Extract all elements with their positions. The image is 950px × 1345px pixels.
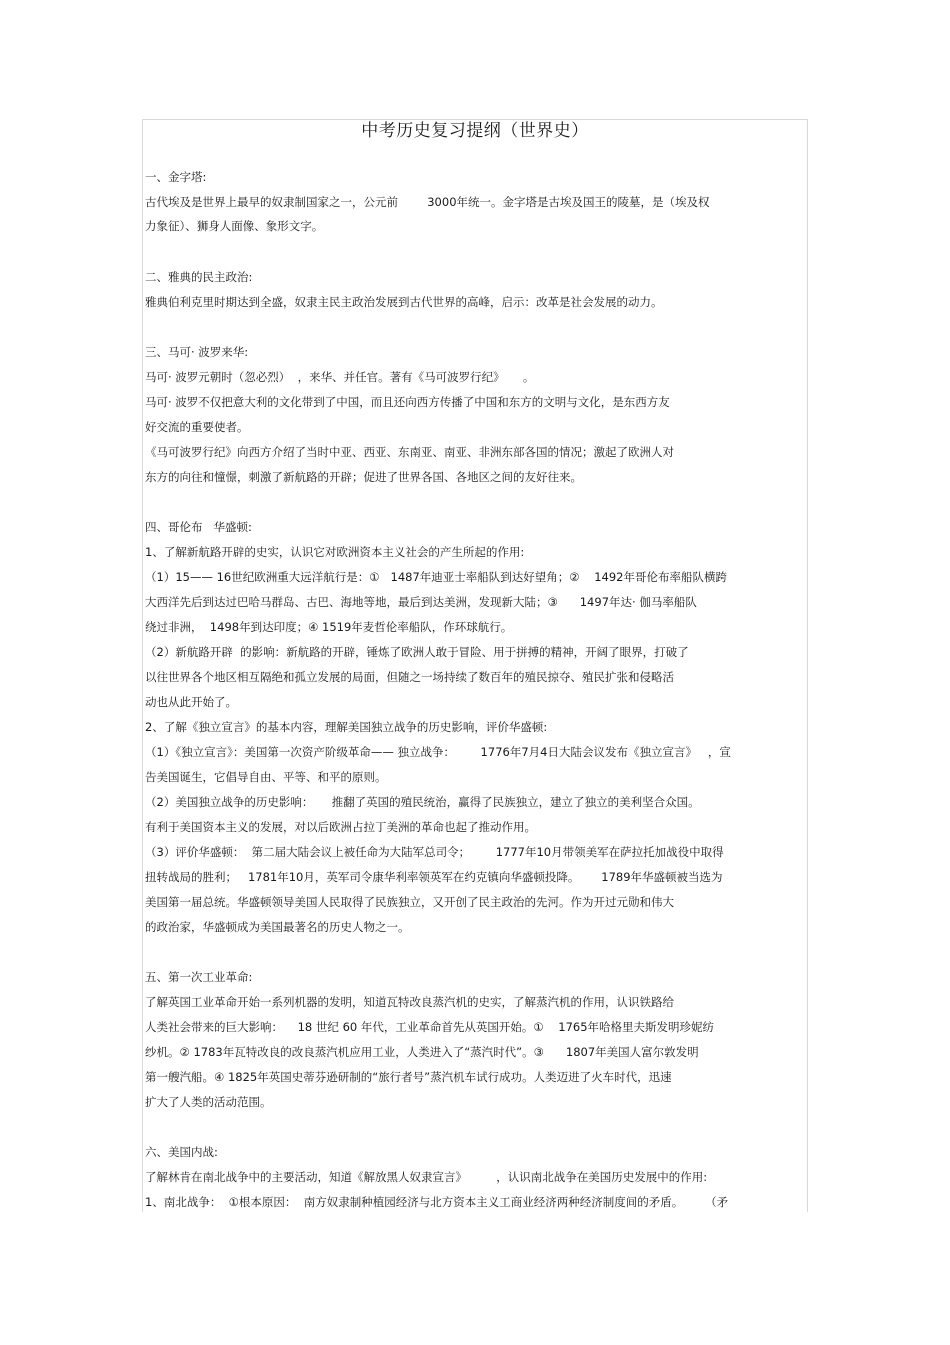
- page-title: 中考历史复习提纲（世界史）: [361, 121, 589, 141]
- paragraph-line: 马可· 波罗不仅把意大利的文化带到了中国，而且还向西方传播了中国和东方的文明与文化，是东西方友: [145, 395, 670, 409]
- paragraph-line: （1）15—— 16世纪欧洲重大远洋航行是：① 1487年迪亚士率船队到达好望角；② 1492年哥伦布率船队横跨: [145, 570, 727, 584]
- paragraph-line: 人类社会带来的巨大影响： 18 世纪 60 年代，工业革命首先从英国开始。① 1765年哈格里夫斯发明珍妮纺: [145, 1020, 715, 1034]
- paragraph-line: 扩大了人类的活动范围。: [145, 1095, 272, 1109]
- paragraph-line: （2）美国独立战争的历史影响： 推翻了英国的殖民统治，赢得了民族独立，建立了独立的美利坚合众国。: [145, 795, 700, 809]
- paragraph-line: 了解林肯在南北战争中的主要活动，知道《解放黑人奴隶宣言》 ，认识南北战争在美国历史发展中的作用:: [145, 1170, 708, 1184]
- paragraph-line: 第一艘汽船。④ 1825年英国史蒂芬逊研制的“旅行者号”蒸汽机车试行成功。人类迈进了火车时代，迅速: [145, 1070, 672, 1084]
- paragraph-line: （3）评价华盛顿： 第二届大陆会议上被任命为大陆军总司令； 1777年10月带领美军在萨拉托加战役中取得: [145, 845, 724, 859]
- heading-american-civil-war: 六、美国内战:: [145, 1145, 218, 1159]
- paragraph-line: 以往世界各个地区相互隔绝和孤立发展的局面，但随之一场持续了数百年的殖民掠夺、殖民扩张和侵略活: [145, 670, 674, 684]
- heading-pyramid: 一、金字塔:: [145, 170, 207, 184]
- paragraph-line: 有利于美国资本主义的发展，对以后欧洲占拉丁美洲的革命也起了推动作用。: [145, 820, 536, 834]
- paragraph-line: 1、了解新航路开辟的史实，认识它对欧洲资本主义社会的产生所起的作用:: [145, 545, 525, 559]
- paragraph-line: 美国第一届总统。华盛顿领导美国人民取得了民族独立，又开创了民主政治的先河。作为开过元勋和伟大: [145, 895, 674, 909]
- paragraph-line: 2、了解《独立宣言》的基本内容，理解美国独立战争的历史影响，评价华盛顿:: [145, 720, 548, 734]
- paragraph-line: 纱机。② 1783年瓦特改良的改良蒸汽机应用工业，人类进入了“蒸汽时代”。③ 1807年美国人富尔敦发明: [145, 1045, 699, 1059]
- paragraph-line: 绕过非洲， 1498年到达印度；④ 1519年麦哲伦率船队，作环球航行。: [145, 620, 513, 634]
- heading-athens: 二、雅典的民主政治:: [145, 270, 253, 284]
- paragraph-line: （1）《独立宣言》：美国第一次资产阶级革命—— 独立战争： 1776年7月4日大陆会议发布《独立宣言》 ，宣: [145, 745, 731, 759]
- paragraph-line: 《马可波罗行纪》向西方介绍了当时中亚、西亚、东南亚、南亚、非洲东部各国的情况；激起了欧洲人对: [145, 445, 674, 459]
- paragraph-line: 古代埃及是世界上最早的奴隶制国家之一，公元前 3000年统一。金字塔是古埃及国王的陵墓，是（埃及权: [145, 195, 710, 209]
- paragraph-line: 好交流的重要使者。: [145, 420, 249, 434]
- heading-columbus-washington: 四、哥伦布 华盛顿:: [145, 520, 252, 534]
- paragraph-line: （2）新航路开辟 的影响：新航路的开辟，锤炼了欧洲人敢于冒险、用于拼搏的精神，开阔了眼界，打破了: [145, 645, 689, 659]
- heading-industrial-revolution: 五、第一次工业革命:: [145, 970, 253, 984]
- paragraph-line: 东方的向往和憧憬，刺激了新航路的开辟；促进了世界各国、各地区之间的友好往来。: [145, 470, 582, 484]
- paragraph-line: 1、南北战争： ①根本原因： 南方奴隶制种植园经济与北方资本主义工商业经济两种经济制度间的矛盾。 （矛: [145, 1195, 729, 1209]
- paragraph-line: 告美国诞生，它倡导自由、平等、和平的原则。: [145, 770, 387, 784]
- paragraph-line: 大西洋先后到达过巴哈马群岛、古巴、海地等地，最后到达美洲，发现新大陆；③ 1497年达· 伽马率船队: [145, 595, 697, 609]
- paragraph-line: 雅典伯利克里时期达到全盛，奴隶主民主政治发展到古代世界的高峰，启示：改革是社会发展的动力。: [145, 295, 663, 309]
- paragraph-line: 力象征）、狮身人面像、象形文字。: [145, 219, 324, 233]
- paragraph-line: 了解英国工业革命开始一系列机器的发明，知道瓦特改良蒸汽机的史实，了解蒸汽机的作用，认识铁路给: [145, 995, 674, 1009]
- heading-marco-polo: 三、马可· 波罗来华:: [145, 345, 249, 359]
- paragraph-line: 的政治家，华盛顿成为美国最著名的历史人物之一。: [145, 920, 410, 934]
- paragraph-line: 马可· 波罗元朝时（忽必烈） ，来华、并任官。著有《马可波罗行纪》 。: [145, 370, 535, 384]
- paragraph-line: 动也从此开始了。: [145, 695, 237, 709]
- paragraph-line: 扭转战局的胜利； 1781年10月，英军司令康华利率领英军在约克镇向华盛顿投降。 1789年华盛顿被当选为: [145, 870, 723, 884]
